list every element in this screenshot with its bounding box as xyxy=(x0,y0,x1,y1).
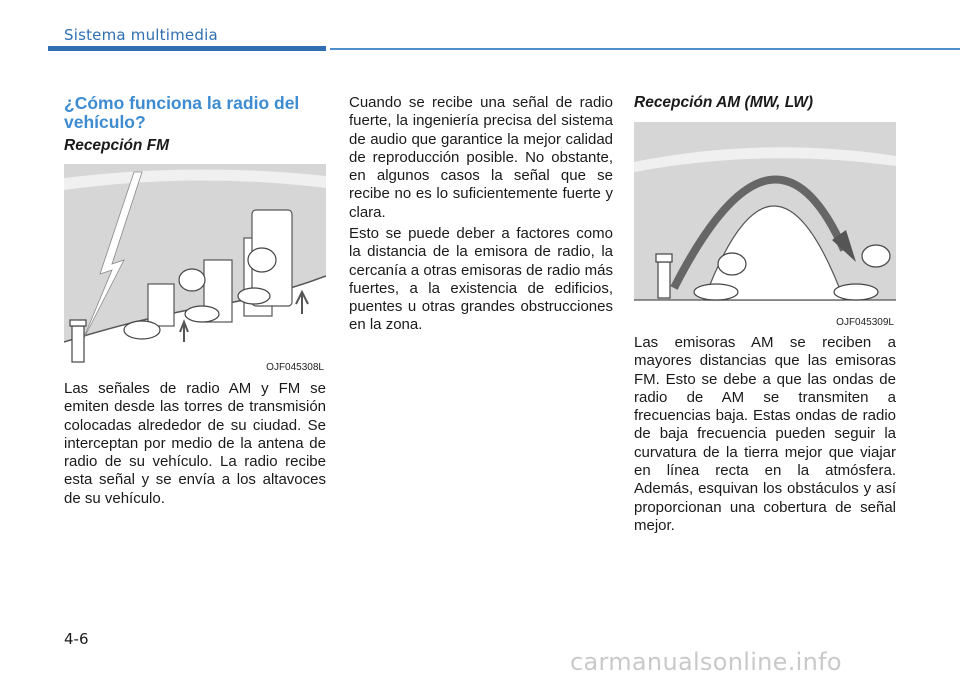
am-reception-figure xyxy=(634,122,896,328)
watermark: carmanualsonline.info xyxy=(570,648,842,676)
am-illustration xyxy=(634,122,896,328)
am-paragraph: Las emisoras AM se reciben a mayores distancias que las emisoras FM. Esto se debe a que las ondas de radio de AM se transmiten a frecuencias baja. Estas ondas de radio de baja frecuencia pueden seguir la curvatura de la tierra mejor que viajar en línea recta en la atmósfera. Además, esquivan los obstáculos y así proporcionan una cobertura de señal mejor. xyxy=(634,334,896,534)
section-heading: ¿Cómo funciona la radio del vehículo? xyxy=(64,93,300,132)
fm-paragraph: Las señales de radio AM y FM se emiten desde las torres de transmisión colocadas alrededor de su ciudad. Se interceptan por medio de la antena de radio de su vehículo. La radio recibe esta señal y se envía a los altavoces de su vehículo. xyxy=(64,380,326,507)
am-figure-code: OJF045309L xyxy=(836,317,894,328)
fm-illustration xyxy=(64,164,326,373)
fm-figure-code: OJF045308L xyxy=(266,362,324,373)
section-title: Sistema multimedia xyxy=(64,26,218,44)
header-rule-thick xyxy=(48,46,326,51)
fm-interference-paragraph: Esto se puede deber a factores como la distancia de la emisora de radio, la cercanía a otras emisoras de radio más fuertes, a la existencia de edificios, puentes u otras grandes obstrucciones en la zona. xyxy=(349,225,613,334)
fm-reception-figure xyxy=(64,164,326,373)
am-subheading: Recepción AM (MW, LW) xyxy=(634,94,814,111)
page-number: 4-6 xyxy=(64,630,89,648)
fm-strong-signal-paragraph: Cuando se recibe una señal de radio fuerte, la ingeniería precisa del sistema de audio que garantice la mejor calidad de reproducción posible. No obstante, en algunos casos la señal que se recibe no es lo suficientemente fuerte y clara. xyxy=(349,94,613,221)
fm-subheading: Recepción FM xyxy=(64,137,170,154)
header-rule-thin xyxy=(330,48,960,50)
